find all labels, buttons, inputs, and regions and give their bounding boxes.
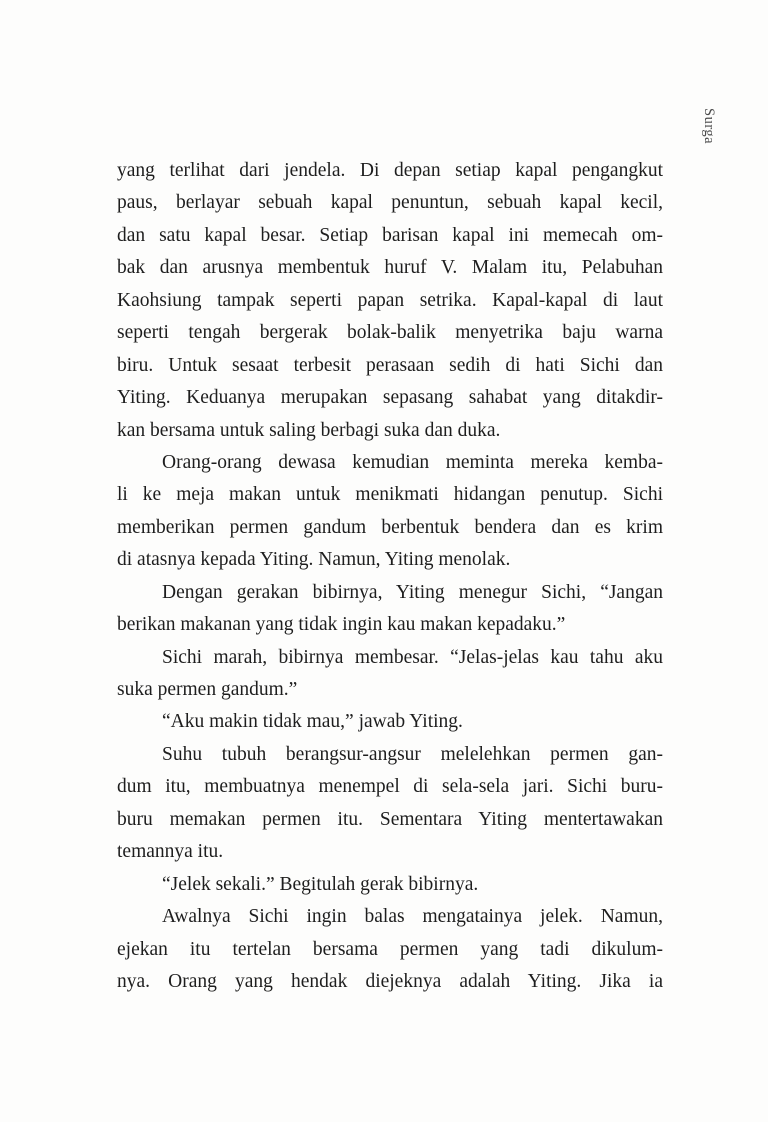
text-line: biru. Untuk sesaat terbesit perasaan sedih di hati Sichi dan <box>117 354 663 376</box>
text-line: Orang-orang dewasa kemudian meminta mereka kemba- <box>162 451 663 473</box>
text-line: nya. Orang yang hendak diejeknya adalah Yiting. Jika ia <box>117 970 663 992</box>
text-line: Awalnya Sichi ingin balas mengatainya jelek. Namun, <box>162 906 663 928</box>
text-line: Dengan gerakan bibirnya, Yiting menegur Sichi, “Jangan <box>162 581 663 603</box>
text-line: memberikan permen gandum berbentuk bendera dan es krim <box>117 516 663 538</box>
text-line: yang terlihat dari jendela. Di depan setiap kapal pengangkut <box>117 160 663 181</box>
text-line: dum itu, membuatnya menempel di sela-sela jari. Sichi buru- <box>117 776 663 798</box>
running-head-vertical: Surga <box>701 108 717 145</box>
text-line: “Jelek sekali.” Begitulah gerak bibirnya. <box>162 873 479 895</box>
text-line: temannya itu. <box>117 841 224 863</box>
body-text-block <box>117 155 663 998</box>
text-line: kan bersama untuk saling berbagi suka dan duka. <box>117 419 501 441</box>
text-line: bak dan arusnya membentuk huruf V. Malam itu, Pelabuhan <box>117 257 663 279</box>
text-line: paus, berlayar sebuah kapal penuntun, sebuah kapal kecil, <box>117 192 663 214</box>
text-line: Suhu tubuh berangsur-angsur melelehkan permen gan- <box>162 743 663 765</box>
text-line: suka permen gandum.” <box>117 679 298 700</box>
text-line: buru memakan permen itu. Sementara Yiting mentertawakan <box>117 808 663 830</box>
text-line: ejekan itu tertelan bersama permen yang tadi dikulum- <box>117 938 663 960</box>
text-line: “Aku makin tidak mau,” jawab Yiting. <box>162 711 463 733</box>
text-line: Yiting. Keduanya merupakan sepasang sahabat yang ditakdir- <box>117 387 663 409</box>
text-line: Sichi marah, bibirnya membesar. “Jelas-jelas kau tahu aku <box>162 646 663 668</box>
text-line: li ke meja makan untuk menikmati hidangan penutup. Sichi <box>117 484 663 506</box>
text-line: Kaohsiung tampak seperti papan setrika. Kapal-kapal di laut <box>117 289 663 311</box>
text-line: dan satu kapal besar. Setiap barisan kapal ini memecah om- <box>117 224 663 246</box>
text-line: seperti tengah bergerak bolak-balik menyetrika baju warna <box>117 322 663 344</box>
text-line: di atasnya kepada Yiting. Namun, Yiting menolak. <box>117 549 511 571</box>
text-line: berikan makanan yang tidak ingin kau makan kepadaku.” <box>117 614 566 636</box>
